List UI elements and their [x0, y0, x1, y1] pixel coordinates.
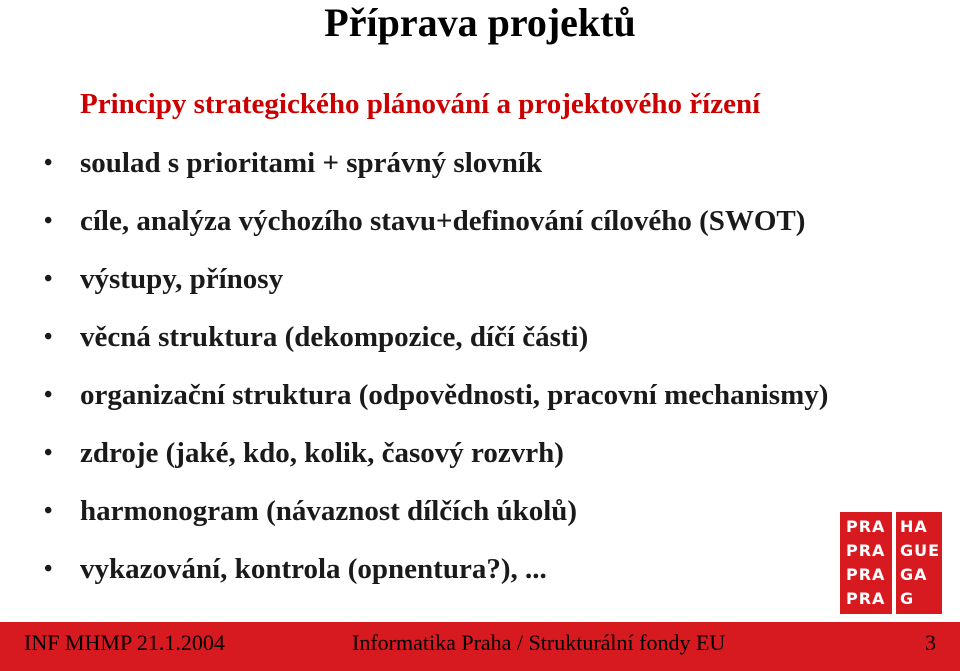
logo-text: PRA	[846, 589, 886, 608]
page-number: 3	[925, 630, 936, 655]
logo-text: PRA	[846, 517, 886, 536]
logo-text: HA	[900, 517, 928, 536]
bullet-icon: •	[44, 266, 53, 292]
bullet-icon: •	[44, 324, 53, 350]
logo-text: G	[900, 589, 915, 608]
praha-logo	[840, 512, 942, 614]
slide-title: Příprava projektů	[324, 0, 636, 45]
logo-text: PRA	[846, 541, 886, 560]
footer-divider	[0, 618, 960, 622]
bullet-icon: •	[44, 382, 53, 408]
footer-date: INF MHMP 21.1.2004	[24, 630, 225, 655]
slide-subtitle: Principy strategického plánování a projektového řízení	[80, 88, 761, 120]
bullet-icon: •	[44, 556, 53, 582]
bullet-icon: •	[44, 150, 53, 176]
footer-bar	[0, 618, 960, 671]
logo-text: GA	[900, 565, 928, 584]
footer-organization: Informatika Praha / Strukturální fondy EU	[352, 630, 726, 655]
logo-text: PRA	[846, 565, 886, 584]
bullet-icon: •	[44, 498, 53, 524]
bullet-icon: •	[44, 440, 53, 466]
logo-text: GUE	[900, 541, 941, 560]
bullet-icon: •	[44, 208, 53, 234]
